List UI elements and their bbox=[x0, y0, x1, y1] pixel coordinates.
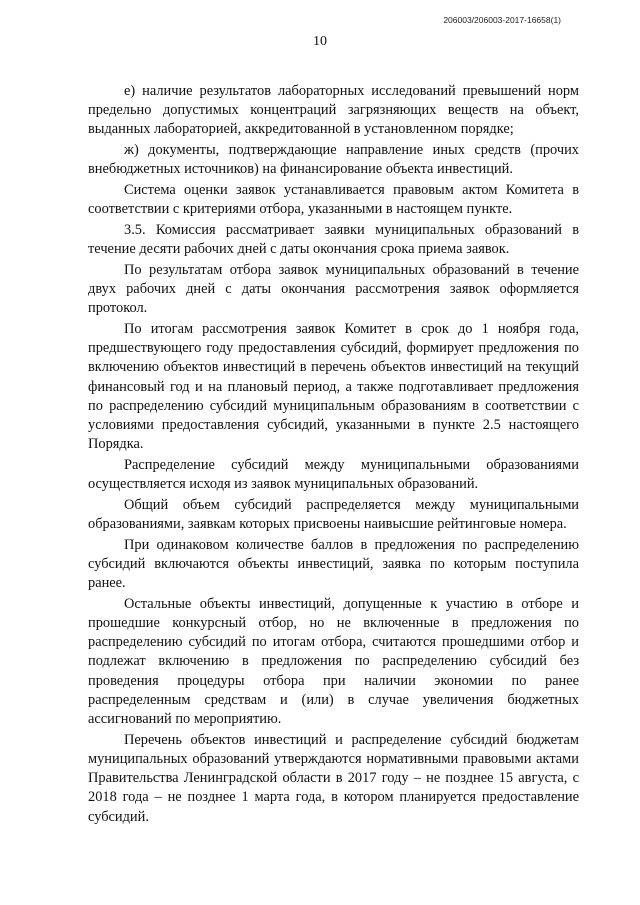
document-id: 206003/206003-2017-16658(1) bbox=[443, 15, 561, 25]
paragraph-protocol: По результатам отбора заявок муниципальных образований в течение двух рабочих дней с даты окончания рассмотрения заявок оформляется протокол. bbox=[88, 261, 579, 317]
paragraph-distribution: Распределение субсидий между муниципальными образованиями осуществляется исходя из заявок муниципальных образований. bbox=[88, 456, 579, 493]
paragraph-total-volume: Общий объем субсидий распределяется между муниципальными образованиями, заявкам которых присвоены наивысшие рейтинговые номера. bbox=[88, 496, 579, 532]
paragraph-item-e: е) наличие результатов лабораторных исследований превышений норм предельно допустимых концентраций загрязняющих веществ на объект, выданных лабораторией, аккредитованной в установленном порядке; bbox=[88, 83, 579, 138]
paragraph-remaining-objects: Остальные объекты инвестиций, допущенные к участию в отборе и прошедшие конкурсный отбор, но не включенные в предложения по распределению субсидий по итогам отбора, считаются прошедшими отбор и подлежат включению в предложения по распределению субсидий без проведения процедуры отбора при наличии экономии по ранее распределенным средствам и (или) в случае увеличения бюджетных ассигнований по мероприятию. bbox=[88, 595, 579, 727]
document-body bbox=[88, 82, 579, 828]
paragraph-item-zh: ж) документы, подтверждающие направление иных средств (прочих внебюджетных источников) на финансирование объекта инвестиций. bbox=[88, 142, 579, 178]
paragraph-committee-proposals: По итогам рассмотрения заявок Комитет в срок до 1 ноября года, предшествующего году предоставления субсидий, формирует предложения по включению объектов инвестиций в перечень объектов инвестиций на текущий финансовый год и на плановый период, а также подготавливает предложения по распределению субсидий муниципальным образованиям в соответствии с условиями предоставления субсидий, указанными в пункте 2.5 настоящего Порядка. bbox=[88, 320, 579, 453]
paragraph-approval-deadline: Перечень объектов инвестиций и распределение субсидий бюджетам муниципальных образований утверждаются нормативными правовыми актами Правительства Ленинградской области в 2017 году – не позднее 15 августа, с 2018 года – не позднее 1 марта года, в котором планируется предоставление субсидий. bbox=[88, 731, 579, 825]
paragraph-3-5: 3.5. Комиссия рассматривает заявки муниципальных образований в течение десяти рабочих дней с даты окончания срока приема заявок. bbox=[88, 221, 579, 258]
page-number: 10 bbox=[313, 34, 327, 49]
paragraph-evaluation-system: Система оценки заявок устанавливается правовым актом Комитета в соответствии с критериями отбора, указанными в настоящем пункте. bbox=[88, 182, 579, 218]
paragraph-equal-score: При одинаковом количестве баллов в предложения по распределению субсидий включаются объекты инвестиций, заявка по которым поступила ранее. bbox=[88, 536, 579, 592]
